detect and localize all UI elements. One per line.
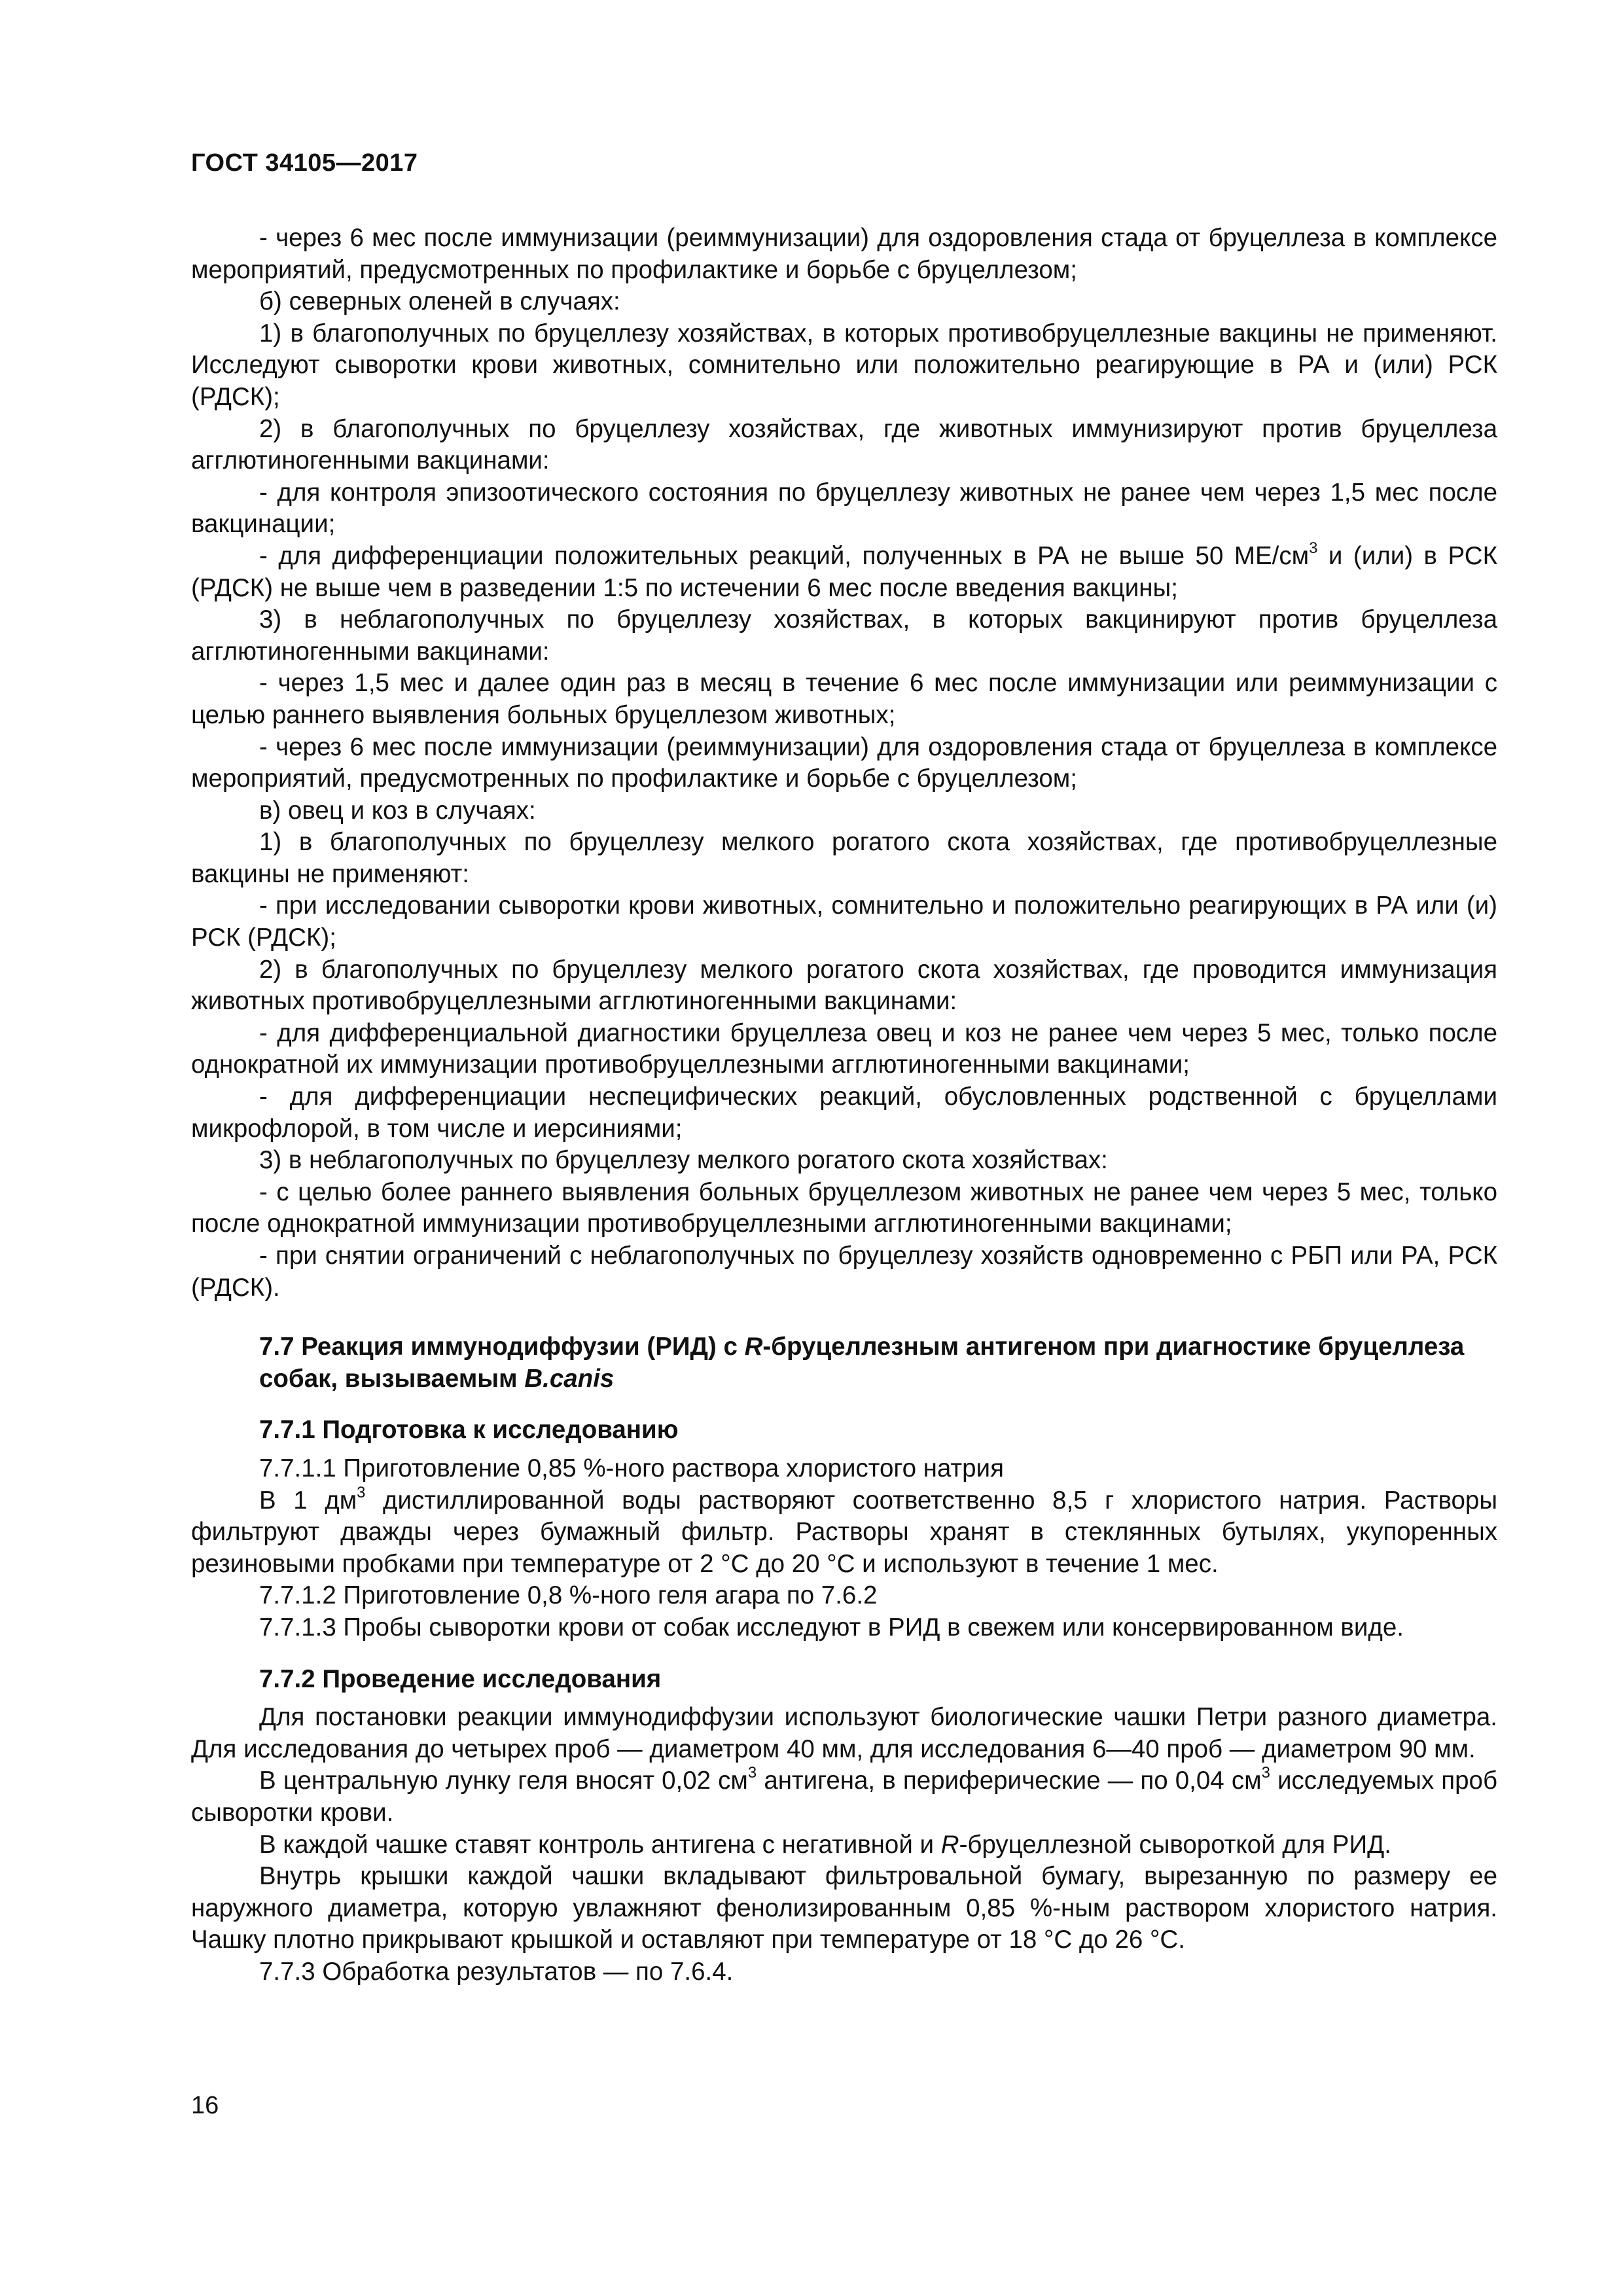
- document-header: ГОСТ 34105—2017: [191, 149, 418, 177]
- paragraph: - через 6 мес после иммунизации (реиммунизации) для оздоровления стада от бруцеллеза в комплексе мероприятий, предусмотренных по профилактике и борьбе с бруцеллезом;: [191, 732, 1497, 793]
- paragraph: В каждой чашке ставят контроль антигена с негативной и R-бруцеллезной сывороткой для РИД.: [259, 1830, 1391, 1859]
- paragraph: в) овец и коз в случаях:: [259, 796, 536, 825]
- paragraph: - для дифференциальной диагностики бруцеллеза овец и коз не ранее чем через 5 мес, только после однократной их иммунизации противобруцеллезными агглютиногенными вакцинами;: [191, 1018, 1497, 1079]
- paragraph: 7.7.1.1 Приготовление 0,85 %-ного раствора хлористого натрия: [259, 1454, 1004, 1482]
- paragraph: В 1 $дм^3$ дистиллированной воды растворяют соответственно 8,5 г хлористого натрия. Растворы фильтруют дважды через бумажный фильтр. Растворы хранят в стеклянных бутылях, укупоренных резиновыми пробками при температуре от 2 °С до 20 °С и используют в течение 1 мес.: [191, 1483, 1497, 1578]
- paragraph: 7.7.1.2 Приготовление 0,8 %-ного геля агара по 7.6.2: [259, 1581, 878, 1610]
- paragraph: - через 1,5 мес и далее один раз в месяц в течение 6 мес после иммунизации или реиммунизации с целью раннего выявления больных бруцеллезом животных;: [191, 669, 1497, 729]
- paragraph: 2) в благополучных по бруцеллезу хозяйствах, где животных иммунизируют против бруцеллеза агглютиногенными вакцинами:: [191, 414, 1497, 475]
- paragraph: Для постановки реакции иммунодиффузии используют биологические чашки Петри разного диаметра. Для исследования до четырех проб — диаметром 40 мм, для исследования 6—40 проб — диаметром 90 мм.: [191, 1703, 1497, 1763]
- paragraph: 1) в благополучных по бруцеллезу хозяйствах, в которых противобруцеллезные вакцины не применяют. Исследуют сыворотки крови животных, сомнительно или положительно реагирующие в РА и (или) РСК (РДСК);: [191, 319, 1497, 411]
- paragraph: - с целью более раннего выявления больных бруцеллезом животных не ранее чем через 5 мес, только после однократной иммунизации противобруцеллезными агглютиногенными вакцинами;: [191, 1177, 1497, 1238]
- document-body: [191, 223, 1497, 1988]
- section-heading-7-7-1: 7.7.1 Подготовка к исследованию: [259, 1416, 679, 1444]
- paragraph: - для контроля эпизоотического состояния по бруцеллезу животных не ранее чем через 1,5 мес после вакцинации;: [191, 478, 1497, 539]
- paragraph: - при исследовании сыворотки крови животных, сомнительно и положительно реагирующих в РА или (и) РСК (РДСК);: [191, 891, 1497, 952]
- section-heading-7-7-2: 7.7.2 Проведение исследования: [259, 1664, 662, 1693]
- paragraph: - через 6 мес после иммунизации (реиммунизации) для оздоровления стада от бруцеллеза в комплексе мероприятий, предусмотренных по профилактике и борьбе с бруцеллезом;: [191, 224, 1497, 284]
- paragraph: 7.7.1.3 Пробы сыворотки крови от собак исследуют в РИД в свежем или консервированном виде.: [259, 1613, 1404, 1641]
- paragraph: - для дифференциации неспецифических реакций, обусловленных родственной с бруцеллами микрофлорой, в том числе и иерсиниями;: [191, 1083, 1497, 1143]
- paragraph: Внутрь крышки каждой чашки вкладывают фильтровальной бумагу, вырезанную по размеру ее наружного диаметра, которую увлажняют фенолизированным 0,85 %-ным раствором хлористого натрия. Чашку плотно прикрывают крышкой и оставляют при температуре от 18 °С до 26 °С.: [191, 1862, 1497, 1954]
- page-number: 16: [191, 2092, 219, 2119]
- paragraph: 7.7.3 Обработка результатов — по 7.6.4.: [259, 1957, 734, 1986]
- paragraph: - при снятии ограничений с неблагополучных по бруцеллезу хозяйств одновременно с РБП или РА, РСК (РДСК).: [191, 1242, 1497, 1302]
- paragraph: 2) в благополучных по бруцеллезу мелкого рогатого скота хозяйствах, где проводится иммунизация животных противобруцеллезными агглютиногенными вакцинами:: [191, 955, 1497, 1016]
- paragraph: б) северных оленей в случаях:: [259, 287, 620, 316]
- paragraph: - для дифференциации положительных реакций, полученных в РА не выше 50 $МЕ/см^3$ и (или) в РСК (РДСК) не выше чем в разведении 1:5 по истечении 6 мес после введения вакцины;: [191, 539, 1498, 602]
- paragraph: В центральную лунку геля вносят 0,02 $см^3$ антигена, в периферические — по 0,04 $см^3$ исследуемых проб сыворотки крови.: [191, 1764, 1497, 1827]
- paragraph: 1) в благополучных по бруцеллезу мелкого рогатого скота хозяйствах, где противобруцеллезные вакцины не применяют:: [191, 828, 1497, 888]
- paragraph: 3) в неблагополучных по бруцеллезу мелкого рогатого скота хозяйствах:: [259, 1146, 1108, 1175]
- section-heading-7-7: 7.7 Реакция иммунодиффузии (РИД) с R-бруцеллезным антигеном при диагностике бруцеллеза собак, вызываемым B.canis: [259, 1333, 1465, 1393]
- paragraph: 3) в неблагополучных по бруцеллезу хозяйствах, в которых вакцинируют против бруцеллеза агглютиногенными вакцинами:: [191, 605, 1497, 666]
